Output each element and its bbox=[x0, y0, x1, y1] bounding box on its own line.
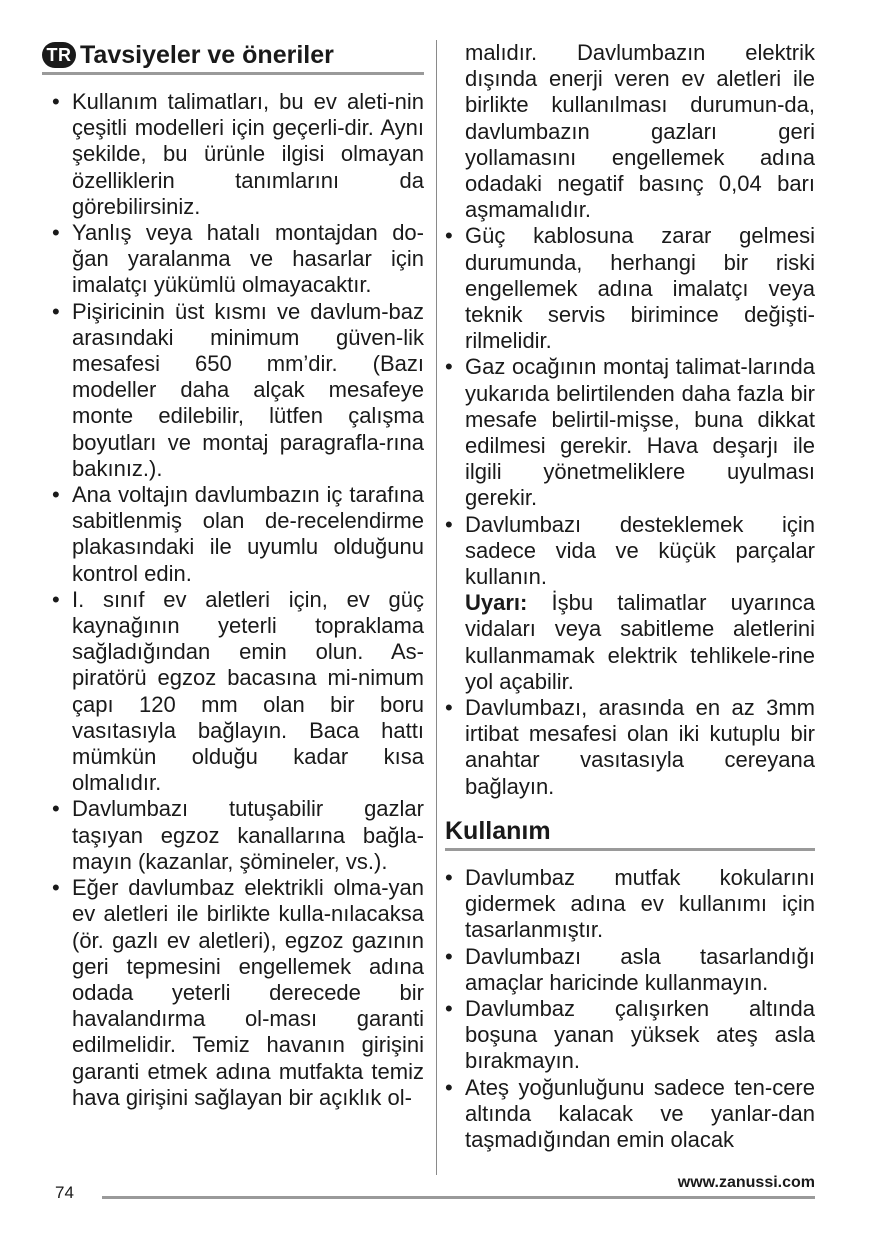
list-item: • Davlumbazı asla tasarlandığı amaçlar haricinde kullanmayın. bbox=[445, 944, 815, 996]
continued-paragraph: malıdır. Davlumbazın elektrik dışında enerji veren ev aletleri ile birlikte kullanılması durumun-da, davlumbazın gazları geri yollamasını engellemek adına odadaki negatif basınç 0,04 barı aşmamalıdır. bbox=[465, 40, 815, 223]
warning-paragraph bbox=[445, 590, 815, 695]
tips-list bbox=[52, 89, 424, 1111]
footer-rule bbox=[102, 1196, 815, 1199]
list-item: • Davlumbaz mutfak kokularını gidermek adına ev kullanımı için tasarlanmıştır. bbox=[445, 865, 815, 944]
list-item: • Davlumbazı, arasında en az 3mm irtibat mesafesi olan iki kutuplu bir anahtar vasıtasıyla cereyana bağlayın. bbox=[445, 695, 815, 800]
list-item: • I. sınıf ev aletleri için, ev güç kaynağının yeterli topraklama sağladığından emin olun. As-piratörü egzoz bacasına mi-nimum çapı 120 mm olan bir boru vasıtasıyla bağlayın. Baca hattı mümkün olduğu kadar kısa olmalıdır. bbox=[52, 587, 424, 797]
list-item: • Gaz ocağının montaj talimat-larında yukarıda belirtilenden daha fazla bir mesafe belirtil-mişse, buna dikkat edilmesi gerekir. Hava deşarjı ile ilgili yönetmeliklere uyulması gerekir. bbox=[445, 354, 815, 511]
section-heading-usage bbox=[445, 816, 815, 851]
list-item: • Eğer davlumbaz elektrikli olma-yan ev aletleri ile birlikte kulla-nılacaksa (ör. gazlı ev aletleri), egzoz gazının geri tepmesini engellemek adına odada yeterli derecede bir havalandırma ol-ması garanti edilmelidir. Temiz havanın girişini garanti etmek adına mutfakta temiz hava girişini sağlayan bir açıklık ol- bbox=[52, 875, 424, 1111]
section-title: Tavsiyeler ve öneriler bbox=[80, 41, 334, 69]
section-heading-tips bbox=[42, 40, 424, 75]
tips-list-continued bbox=[445, 223, 815, 590]
left-column bbox=[46, 40, 424, 1111]
page-number: 74 bbox=[55, 1183, 74, 1202]
list-item: • Davlumbaz çalışırken altında boşuna yanan yüksek ateş asla bırakmayın. bbox=[445, 996, 815, 1075]
warning-text: İşbu talimatlar uyarınca vidaları veya sabitleme aletlerini kullanmamak elektrik tehlikele-rine yol açabilir. bbox=[465, 590, 815, 694]
section-title: Kullanım bbox=[445, 816, 551, 845]
website-link[interactable]: www.zanussi.com bbox=[677, 1174, 815, 1191]
list-item: • Davlumbazı tutuşabilir gazlar taşıyan egzoz kanallarına bağla-mayın (kazanlar, şömineler, vs.). bbox=[52, 796, 424, 875]
list-item: • Pişiricinin üst kısmı ve davlum-baz arasındaki minimum güven-lik mesafesi 650 mm’dir. (Bazı modeller daha alçak mesafeye monte edilebilir, lütfen çalışma boyutları ve montaj paragrafla-rına bakınız.). bbox=[52, 299, 424, 482]
list-item: • Yanlış veya hatalı montajdan do-ğan yaralanma ve hasarlar için imalatçı yükümlü olmayacaktır. bbox=[52, 220, 424, 299]
column-divider bbox=[436, 40, 437, 1175]
list-item: • Kullanım talimatları, bu ev aleti-nin çeşitli modelleri için geçerli-dir. Aynı şekilde, bu ürünle ilgisi olmayan özelliklerin tanımlarını da görebilirsiniz. bbox=[52, 89, 424, 220]
usage-list bbox=[445, 865, 815, 1153]
tips-list-last bbox=[445, 695, 815, 800]
list-item: • Ana voltajın davlumbazın iç tarafına sabitlenmiş olan de-recelendirme plakasındaki ile uyumlu olduğunu kontrol edin. bbox=[52, 482, 424, 587]
language-badge: TR bbox=[42, 42, 76, 68]
list-item: • Güç kablosuna zarar gelmesi durumunda, herhangi bir riski engellemek adına imalatçı veya teknik servis birimince değişti-rilmelidir. bbox=[445, 223, 815, 354]
list-item: • Davlumbazı desteklemek için sadece vida ve küçük parçalar kullanın. bbox=[445, 512, 815, 591]
warning-label: Uyarı: bbox=[465, 590, 528, 616]
right-column bbox=[445, 40, 815, 1153]
list-item: • Ateş yoğunluğunu sadece ten-cere altında kalacak ve yanlar-dan taşmadığından emin olacak bbox=[445, 1075, 815, 1154]
